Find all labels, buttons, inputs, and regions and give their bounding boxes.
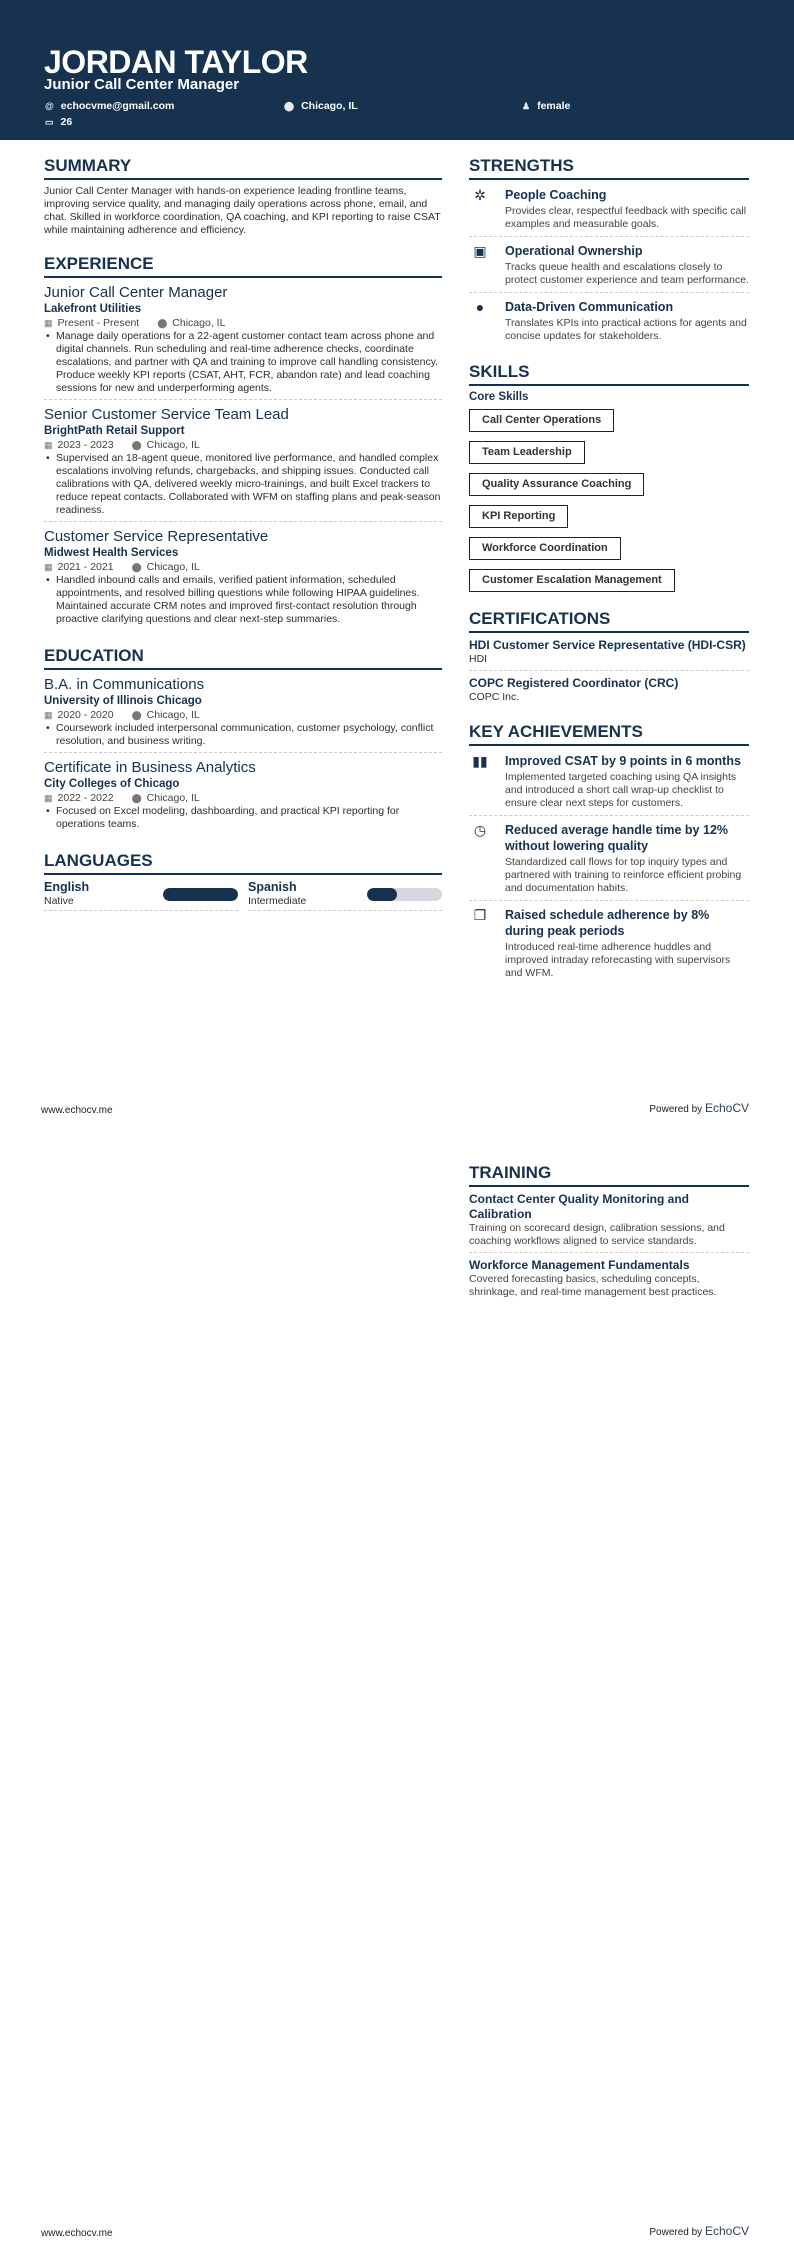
languages-section (44, 851, 442, 911)
section-heading: EXPERIENCE (44, 254, 442, 278)
item-title: Raised schedule adherence by 8% during peak periods (505, 908, 710, 938)
at-icon: @ (45, 101, 54, 111)
training-description: Training on scorecard design, calibration sessions, and coaching workflows aligned to service standards. (469, 1222, 725, 1247)
item-description: Implemented targeted coaching using QA insights and introduced a short call wrap-up checklist to ensure clear next steps for customers. (505, 771, 737, 809)
item-title: Improved CSAT by 9 points in 6 months (505, 754, 741, 768)
summary-section (44, 156, 442, 237)
calendar-icon: ▦ (44, 710, 53, 720)
skill-tag: Team Leadership (469, 441, 585, 464)
strengths-section (469, 156, 749, 348)
age-text: 26 (60, 116, 73, 128)
entry-bullet: • Handled inbound calls and emails, verified patient information, scheduled appointments, and resolved billing questions while following HIPAA guidelines. Maintained accurate CRM notes and improved first-contact resolution through proactive clarifying questions and clear next-step summaries. (44, 574, 442, 626)
magic-wand-icon: ✲ (474, 187, 486, 203)
entry-dates (44, 792, 114, 805)
location-text: Chicago, IL (172, 317, 226, 329)
language-item (248, 880, 442, 911)
clock-icon: ◷ (473, 822, 487, 838)
rupee-circle-icon: ● (475, 299, 485, 315)
summary-text: Junior Call Center Manager with hands-on experience leading frontline teams, improving service quality, and managing daily operations across phone, email, and chat. Skilled in workforce coordination, QA coaching, and KPI reporting to raise CSAT while maintaining adherence and efficiency. (44, 185, 441, 236)
left-column (44, 156, 442, 911)
experience-entry (44, 527, 442, 630)
education-section (44, 646, 442, 835)
entry-dates (44, 439, 114, 452)
dates-text: 2020 - 2020 (57, 709, 114, 721)
map-pin-icon: ⬤ (131, 562, 142, 572)
entry-organization: University of Illinois Chicago (44, 695, 202, 707)
section-heading: LANGUAGES (44, 851, 442, 875)
skill-tag: Call Center Operations (469, 409, 614, 432)
section-heading: SUMMARY (44, 156, 442, 180)
calendar-icon: ▦ (44, 793, 53, 803)
entry-title: Senior Customer Service Team Lead (44, 406, 289, 423)
entry-title: B.A. in Communications (44, 676, 205, 693)
contact-age (45, 116, 72, 129)
map-pin-icon: ⬤ (131, 710, 142, 720)
footer-powered-page2[interactable] (649, 2225, 749, 2239)
brand-name: EchoCV (704, 2224, 749, 2238)
section-heading: CERTIFICATIONS (469, 609, 749, 633)
language-item (44, 880, 238, 911)
money-bill-icon: ▣ (473, 243, 487, 259)
experience-entry (44, 405, 442, 522)
map-pin-icon: ⬤ (284, 101, 295, 111)
language-name: Spanish (248, 880, 297, 894)
certification-item (469, 676, 749, 708)
certification-issuer: COPC Inc. (469, 691, 520, 703)
location-text: Chicago, IL (146, 792, 200, 804)
achievements-item (469, 820, 749, 901)
contact-gender (522, 100, 570, 113)
brand-name: EchoCV (704, 1101, 749, 1115)
item-title: People Coaching (505, 188, 607, 202)
entry-location (132, 561, 200, 574)
footer-site-link-page2[interactable]: www.echocv.me (41, 2228, 113, 2239)
entry-dates (44, 561, 114, 574)
proficiency-fill (163, 888, 238, 901)
entry-title: Junior Call Center Manager (44, 284, 228, 301)
powered-by-text: Powered by (649, 1104, 703, 1115)
training-title: Workforce Management Fundamentals (469, 1258, 690, 1272)
section-heading: KEY ACHIEVEMENTS (469, 722, 749, 746)
strengths-item (469, 185, 749, 237)
certification-title: HDI Customer Service Representative (HDI-CSR) (469, 638, 746, 652)
skills-section (469, 362, 749, 601)
user-icon: ♟ (522, 101, 531, 111)
entry-dates (44, 317, 139, 330)
experience-entry (44, 283, 442, 400)
training-item (469, 1192, 749, 1253)
calendar-icon: ▦ (44, 440, 53, 450)
skill-tag: KPI Reporting (469, 505, 568, 528)
certification-item (469, 638, 749, 671)
map-pin-icon: ⬤ (131, 440, 142, 450)
item-description: Standardized call flows for top inquiry types and partnered with training to reinforce efficient probing and documentation habits. (505, 856, 742, 894)
strengths-item (469, 297, 749, 348)
page2-right-column (469, 1163, 749, 1308)
item-title: Data-Driven Communication (505, 300, 674, 314)
skill-tag: Customer Escalation Management (469, 569, 675, 592)
map-pin-icon: ⬤ (157, 318, 168, 328)
experience-section (44, 254, 442, 630)
contact-email[interactable] (45, 100, 174, 113)
copy-icon: ❐ (473, 907, 487, 923)
email-text: echocvme@gmail.com (60, 100, 175, 112)
entry-location (157, 317, 225, 330)
entry-bullet: • Focused on Excel modeling, dashboarding, and practical KPI reporting for operations teams. (44, 805, 442, 831)
language-level: Native (44, 895, 74, 907)
language-proficiency-bar (163, 888, 238, 901)
right-column (469, 156, 749, 989)
language-name: English (44, 880, 90, 894)
training-item (469, 1258, 749, 1303)
calendar-icon: ▦ (44, 562, 53, 572)
dates-text: 2021 - 2021 (57, 561, 114, 573)
item-description: Introduced real-time adherence huddles and improved intraday reforecasting with supervisors and WFM. (505, 941, 731, 979)
language-proficiency-bar (367, 888, 442, 901)
footer-site-link[interactable]: www.echocv.me (41, 1105, 113, 1116)
entry-organization: Lakefront Utilities (44, 303, 142, 315)
section-heading: EDUCATION (44, 646, 442, 670)
skill-tag: Workforce Coordination (469, 537, 621, 560)
achievements-section (469, 722, 749, 985)
entry-location (132, 792, 200, 805)
training-description: Covered forecasting basics, scheduling concepts, shrinkage, and real-time management best practices. (469, 1273, 717, 1298)
gender-text: female (537, 100, 571, 112)
location-text: Chicago, IL (146, 439, 200, 451)
entry-title: Certificate in Business Analytics (44, 759, 256, 776)
entry-bullet: • Manage daily operations for a 22-agent customer contact team across phone and digital channels. Run scheduling and real-time adherence checks, coordinate escalations, and partner with QA and training to improve call handling consistency. Produce weekly KPI reports (CSAT, AHT, FCR, abandon rate) and lead coaching sessions for new and underperforming agents. (44, 330, 442, 395)
contact-location (284, 100, 358, 113)
entry-bullet: • Coursework included interpersonal communication, customer psychology, conflict resolution, and business writing. (44, 722, 442, 748)
certifications-section (469, 609, 749, 708)
section-heading: TRAINING (469, 1163, 749, 1187)
calendar-icon: ▦ (44, 318, 53, 328)
certification-issuer: HDI (469, 653, 488, 665)
item-description: Provides clear, respectful feedback with specific call examples and measurable goals. (505, 205, 747, 230)
language-level: Intermediate (248, 895, 307, 907)
training-section (469, 1163, 749, 1303)
entry-organization: Midwest Health Services (44, 547, 179, 559)
strengths-item (469, 241, 749, 293)
candidate-name: JORDAN TAYLOR (44, 44, 308, 80)
candidate-title: Junior Call Center Manager (44, 76, 240, 93)
entry-title: Customer Service Representative (44, 528, 269, 545)
entry-location (132, 439, 200, 452)
entry-organization: BrightPath Retail Support (44, 425, 185, 437)
proficiency-fill (367, 888, 397, 901)
section-heading: SKILLS (469, 362, 749, 386)
entry-dates (44, 709, 114, 722)
dates-text: 2023 - 2023 (57, 439, 114, 451)
map-pin-icon: ⬤ (131, 793, 142, 803)
footer-powered[interactable] (649, 1102, 749, 1116)
skill-tag: Quality Assurance Coaching (469, 473, 644, 496)
section-heading: STRENGTHS (469, 156, 749, 180)
item-description: Tracks queue health and escalations closely to protect customer experience and team performance. (505, 261, 749, 286)
powered-by-text: Powered by (649, 2227, 703, 2238)
item-description: Translates KPIs into practical actions for agents and concise updates for stakeholders. (505, 317, 747, 342)
location-text: Chicago, IL (146, 709, 200, 721)
dates-text: Present - Present (57, 317, 140, 329)
achievements-item (469, 751, 749, 816)
achievements-item (469, 905, 749, 985)
certification-title: COPC Registered Coordinator (CRC) (469, 676, 679, 690)
item-title: Operational Ownership (505, 244, 643, 258)
item-title: Reduced average handle time by 12% without lowering quality (505, 823, 729, 853)
education-entry (44, 675, 442, 753)
training-title: Contact Center Quality Monitoring and Calibration (469, 1192, 690, 1221)
entry-bullet: • Supervised an 18-agent queue, monitored live performance, and handled complex escalations involving refunds, chargebacks, and shipping issues. Conducted call calibrations with QA, delivered weekly micro-trainings, and built Excel trackers to reduce repeat contacts. Collaborated with WFM on staffing plans and peak-season readiness. (44, 452, 442, 517)
entry-location (132, 709, 200, 722)
dates-text: 2022 - 2022 (57, 792, 114, 804)
skill-group-label: Core Skills (469, 391, 529, 403)
entry-organization: City Colleges of Chicago (44, 778, 180, 790)
education-entry (44, 758, 442, 835)
location-text: Chicago, IL (301, 100, 358, 112)
book-icon: ▮▮ (472, 753, 488, 769)
calendar-icon: ▭ (45, 117, 54, 127)
location-text: Chicago, IL (146, 561, 200, 573)
resume-header (0, 0, 794, 140)
